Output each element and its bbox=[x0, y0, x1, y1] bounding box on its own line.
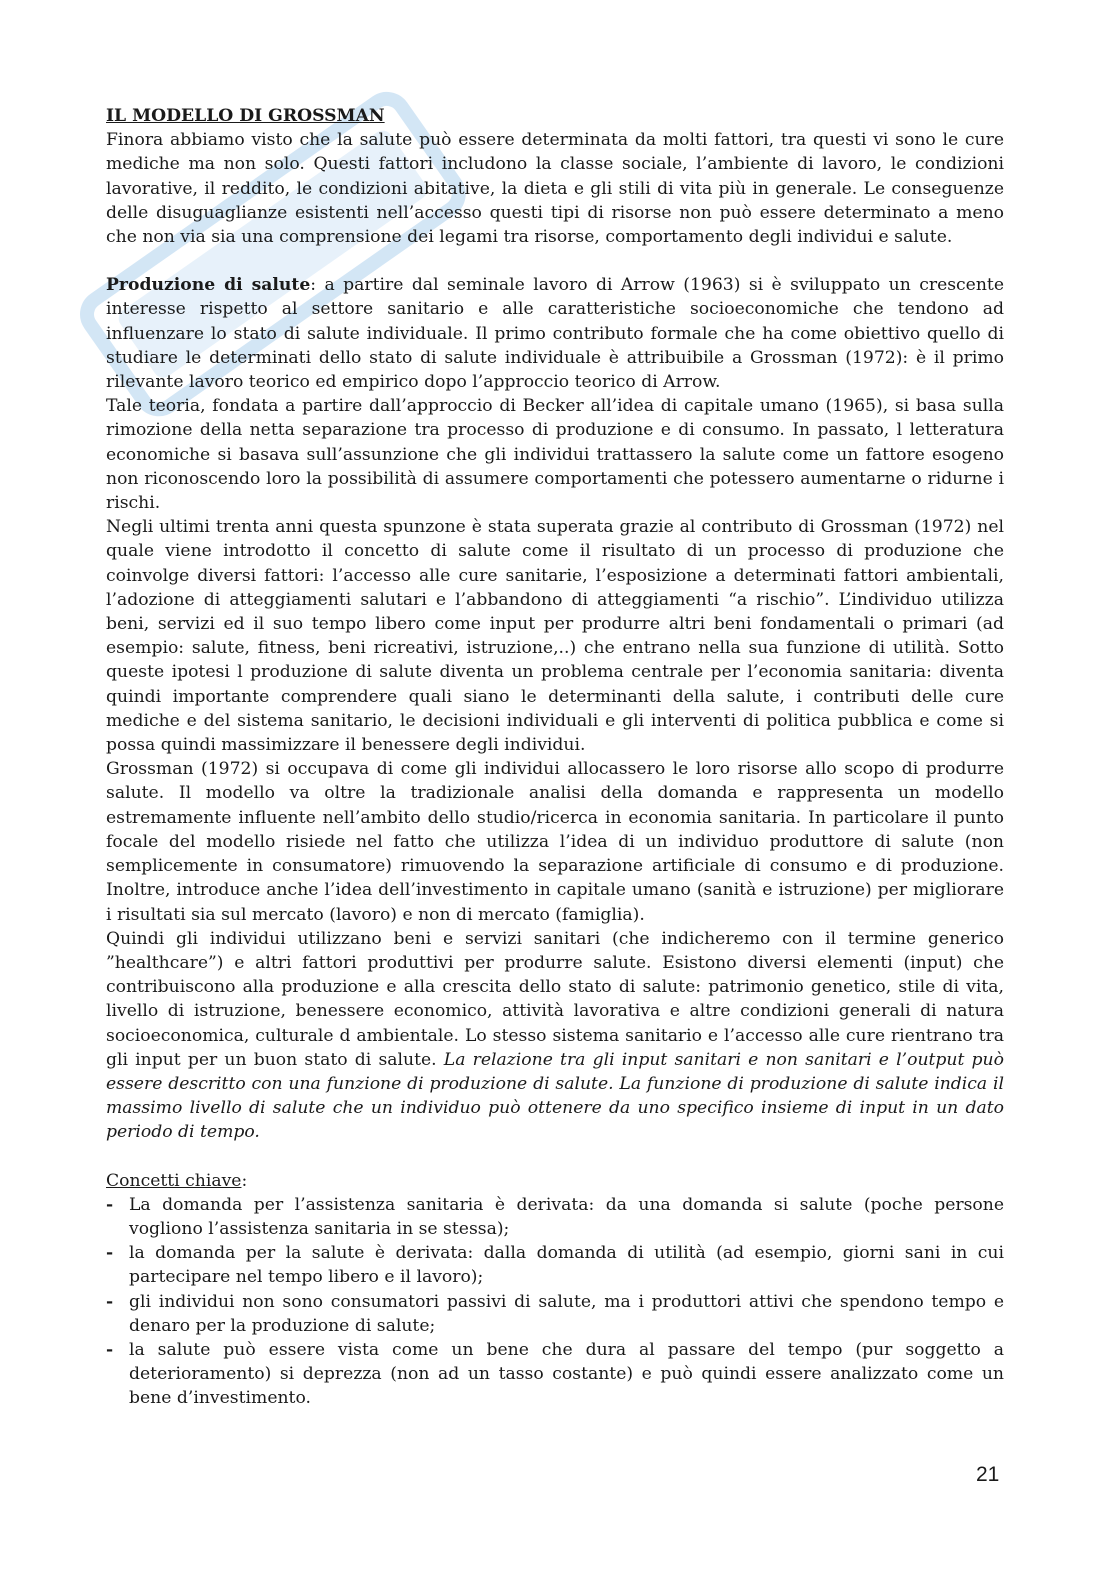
paragraph-spacer bbox=[106, 1145, 1004, 1169]
list-item bbox=[106, 1338, 1004, 1411]
paragraph-spacer bbox=[106, 249, 1004, 273]
bullet-dash: - bbox=[106, 1243, 114, 1264]
list-item-text: la domanda per la salute è derivata: dalla domanda di utilità (ad esempio, giorni sani in cui partecipare nel tempo libero e il lavoro); bbox=[129, 1243, 1004, 1288]
grossman-contribution-paragraph: Negli ultimi trenta anni questa spunzone è stata superata grazie al contributo di Grossman (1972) nel quale viene introdotto il concetto di salute come il risultato di un processo di produzione che coinvolge diversi fattori: l’accesso alle cure sanitarie, l’esposizione a determinati fattori ambientali, l’adozione di atteggiamenti salutari e l’abbandono di atteggiamenti “a rischio”. L’individuo utilizza beni, servizi ed il suo tempo libero come input per produrre altri beni fondamentali o primari (ad esempio: salute, fitness, beni ricreativi, istruzione,..) che entrano nella sua funzione di utilità. Sotto queste ipotesi l produzione di salute diventa un problema centrale per l’economia sanitaria: diventa quindi importante comprendere quali siano le determinanti della salute, i contributi delle cure mediche e del sistema sanitario, le decisioni individuali e gli interventi di politica pubblica e come si possa quindi massimizzare il benessere degli individui. bbox=[106, 517, 1004, 756]
key-concepts-title: Concetti chiave bbox=[106, 1170, 242, 1191]
list-item bbox=[106, 1241, 1004, 1289]
healthcare-inputs-paragraph bbox=[106, 927, 1004, 1145]
production-lead-term: Produzione di salute bbox=[106, 275, 311, 296]
key-concepts-heading bbox=[106, 1169, 1004, 1193]
page-number: 21 bbox=[976, 1463, 1000, 1486]
section-heading: IL MODELLO DI GROSSMAN bbox=[106, 106, 385, 126]
theory-paragraph: Tale teoria, fondata a partire dall’approccio di Becker all’idea di capitale umano (1965), si basa sulla rimozione della netta separazione tra processo di produzione e di consumo. In passato, l letteratura economiche si basava sull’assunzione che gli individui trattassero la salute come un fattore esogeno non riconoscendo loro la possibilità di assumere comportamenti che potessero aumentarne o ridurne i rischi. bbox=[106, 396, 1004, 514]
list-item-text: la salute può essere vista come un bene che dura al passare del tempo (pur soggetto a deterioramento) si deprezza (non ad un tasso costante) e può quindi essere analizzato come un bene d’investimento. bbox=[129, 1339, 1004, 1409]
list-item-text: La domanda per l’assistenza sanitaria è derivata: da una domanda si salute (poche persone vogliono l’assistenza sanitaria in se stessa); bbox=[129, 1194, 1004, 1239]
document-page bbox=[106, 104, 1004, 1411]
production-paragraph-text: : a partire dal seminale lavoro di Arrow (1963) si è sviluppato un crescente interesse rispetto al settore sanitario e alle caratteristiche socioeconomiche che tendono ad influenzare lo stato di salute individuale. Il primo contributo formale che ha come obiettivo quello di studiare le determinati dello stato di salute individuale è attribuibile a Grossman (1972): è il primo rilevante lavoro teorico ed empirico dopo l’approccio teorico di Arrow. bbox=[106, 275, 1005, 393]
bullet-dash: - bbox=[106, 1194, 114, 1215]
key-concepts-colon: : bbox=[241, 1170, 248, 1191]
list-item bbox=[106, 1290, 1004, 1338]
production-paragraph bbox=[106, 273, 1004, 394]
grossman-model-paragraph: Grossman (1972) si occupava di come gli individui allocassero le loro risorse allo scopo di produrre salute. Il modello va oltre la tradizionale analisi della domanda e rappresenta un modello estremamente influente nell’ambito dello studio/ricerca in economia sanitaria. In particolare il punto focale del modello risiede nel fatto che utilizza l’idea di un individuo produttore di salute (non semplicemente in consumatore) rimuovendo la separazione artificiale di consumo e di produzione. Inoltre, introduce anche l’idea dell’investimento in capitale umano (sanità e istruzione) per migliorare i risultati sia sul mercato (lavoro) e non di mercato (famiglia). bbox=[106, 759, 1004, 925]
healthcare-inputs-text: Quindi gli individui utilizzano beni e servizi sanitari (che indicheremo con il termine generico ”healthcare”) e altri fattori produttivi per produrre salute. Esistono diversi elementi (input) che contribuiscono alla produzione e alla crescita dello stato di salute: patrimonio genetico, stile di vita, livello di istruzione, benessere economico, attività lavorativa e altre condizioni generali di natura socioeconomica, culturale d ambientale. Lo stesso sistema sanitario e l’accesso alle cure rientrano tra gli input per un buon stato di salute. bbox=[106, 928, 1004, 1070]
bullet-dash: - bbox=[106, 1339, 114, 1360]
production-function-definition: La relazione tra gli input sanitari e non sanitari e l’output può essere descritto con una funzione di produzione di salute. La funzione di produzione di salute indica il massimo livello di salute che un individuo può ottenere da uno specifico insieme di input in un dato periodo di tempo. bbox=[106, 1049, 1004, 1143]
intro-paragraph: Finora abbiamo visto che la salute può essere determinata da molti fattori, tra questi vi sono le cure mediche ma non solo. Questi fattori includono la classe sociale, l’ambiente di lavoro, le condizioni lavorative, il reddito, le condizioni abitative, la dieta e gli stili di vita più in generale. Le conseguenze delle disuguaglianze esistenti nell’accesso questi tipi di risorse non può essere determinato a meno che non via sia una comprensione dei legami tra risorse, comportamento degli individui e salute. bbox=[106, 130, 1004, 248]
list-item-text: gli individui non sono consumatori passivi di salute, ma i produttori attivi che spendono tempo e denaro per la produzione di salute; bbox=[129, 1291, 1004, 1336]
list-item bbox=[106, 1193, 1004, 1241]
key-concepts-list bbox=[106, 1193, 1004, 1411]
bullet-dash: - bbox=[106, 1291, 114, 1312]
